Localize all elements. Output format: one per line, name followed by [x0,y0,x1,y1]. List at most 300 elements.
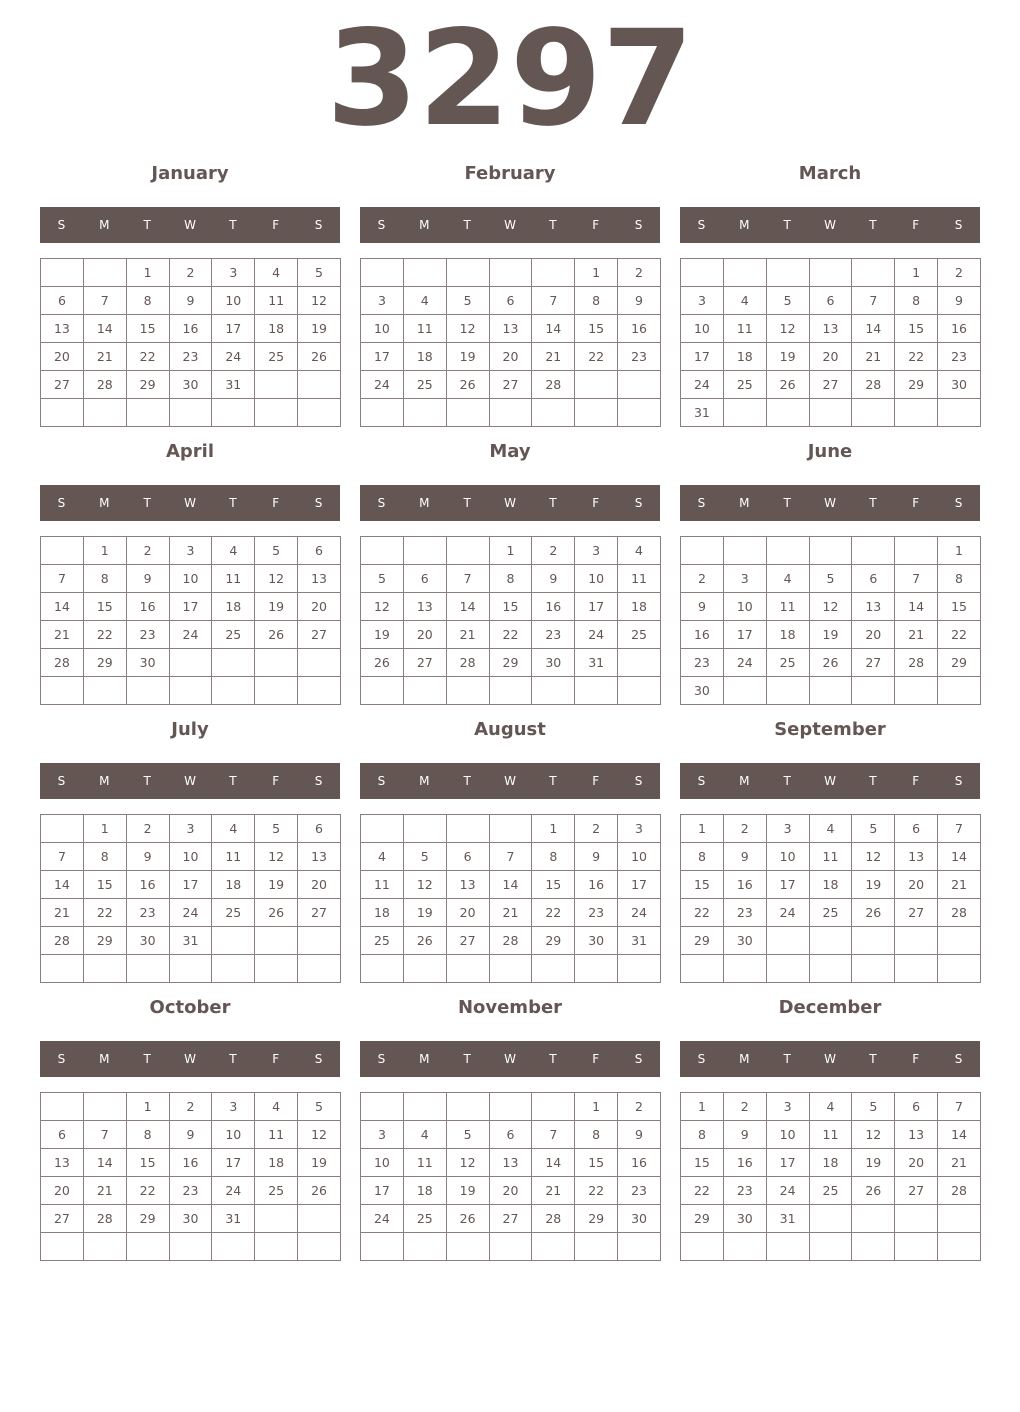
empty-day-cell [83,1233,126,1261]
week-row [41,955,341,983]
day-cell: 17 [575,593,618,621]
day-cell: 2 [618,259,661,287]
empty-day-cell [809,955,852,983]
weekday-label: F [592,496,600,510]
day-cell: 18 [723,343,766,371]
empty-day-cell [766,537,809,565]
weekday-label: T [549,496,557,510]
day-cell: 24 [361,371,404,399]
empty-day-cell [723,399,766,427]
day-cell: 22 [532,899,575,927]
day-cell: 18 [403,1177,446,1205]
empty-day-cell [298,955,341,983]
day-cell: 22 [575,1177,618,1205]
day-cell: 19 [255,871,298,899]
day-cell: 1 [575,259,618,287]
weekday-header [360,1041,660,1077]
weekday-label: M [99,218,110,232]
empty-day-cell [489,399,532,427]
day-cell: 21 [532,1177,575,1205]
day-cell: 25 [618,621,661,649]
empty-day-cell [126,1233,169,1261]
empty-day-cell [41,1233,84,1261]
day-cell: 25 [255,343,298,371]
empty-day-cell [298,399,341,427]
day-cell: 27 [298,621,341,649]
day-cell: 28 [532,371,575,399]
week-row [681,565,981,593]
empty-day-cell [83,399,126,427]
day-cell: 12 [298,287,341,315]
day-cell: 27 [403,649,446,677]
day-cell: 19 [852,1149,895,1177]
day-cell: 27 [298,899,341,927]
weekday-label: T [143,1052,151,1066]
day-cell: 23 [938,343,981,371]
day-cell: 26 [403,927,446,955]
empty-day-cell [403,259,446,287]
day-cell: 8 [83,565,126,593]
weekday-label: S [57,1052,66,1066]
day-cell: 13 [852,593,895,621]
day-cell: 11 [403,1149,446,1177]
day-cell: 20 [298,871,341,899]
day-cell: 6 [895,815,938,843]
empty-day-cell [212,1233,255,1261]
day-cell: 6 [809,287,852,315]
day-cell: 1 [681,1093,724,1121]
day-cell: 27 [895,1177,938,1205]
weekday-label: T [869,496,877,510]
empty-day-cell [809,399,852,427]
day-cell: 10 [212,287,255,315]
weekday-label: T [783,1052,791,1066]
day-cell: 12 [809,593,852,621]
weekday-label: S [314,218,323,232]
day-cell: 14 [532,315,575,343]
day-cell: 16 [169,1149,212,1177]
weekday-label: W [504,1052,516,1066]
day-cell: 25 [809,899,852,927]
day-cell: 8 [938,565,981,593]
day-cell: 27 [489,371,532,399]
empty-day-cell [126,955,169,983]
week-row [681,871,981,899]
day-cell: 2 [723,1093,766,1121]
day-cell: 4 [255,259,298,287]
empty-day-cell [852,399,895,427]
day-cell: 20 [41,343,84,371]
day-cell: 21 [83,343,126,371]
day-cell: 13 [895,1121,938,1149]
day-cell: 14 [852,315,895,343]
day-cell: 12 [255,565,298,593]
weekday-label: S [57,774,66,788]
empty-day-cell [446,537,489,565]
day-cell: 12 [403,871,446,899]
week-row [361,1121,661,1149]
day-cell: 3 [681,287,724,315]
day-cell: 26 [298,343,341,371]
day-cell: 11 [403,315,446,343]
day-cell: 16 [575,871,618,899]
week-row [361,843,661,871]
empty-day-cell [446,955,489,983]
day-cell: 12 [255,843,298,871]
day-cell: 12 [852,843,895,871]
week-row [41,927,341,955]
weekday-label: S [314,1052,323,1066]
empty-day-cell [446,399,489,427]
day-cell: 16 [618,315,661,343]
day-cell: 21 [938,1149,981,1177]
day-cell: 17 [681,343,724,371]
day-cell: 5 [852,815,895,843]
day-cell: 30 [169,371,212,399]
day-cell: 3 [618,815,661,843]
day-cell: 2 [532,537,575,565]
empty-day-cell [403,815,446,843]
empty-day-cell [575,677,618,705]
day-cell: 24 [618,899,661,927]
empty-day-cell [298,1233,341,1261]
weekday-label: T [869,1052,877,1066]
day-cell: 3 [169,537,212,565]
day-cell: 27 [895,899,938,927]
day-cell: 8 [575,1121,618,1149]
empty-day-cell [575,955,618,983]
day-cell: 19 [298,315,341,343]
weekday-label: S [377,496,386,510]
week-row [41,1149,341,1177]
day-cell: 4 [723,287,766,315]
empty-day-cell [532,677,575,705]
day-cell: 2 [681,565,724,593]
empty-day-cell [212,955,255,983]
week-row [361,649,661,677]
month-name: July [171,719,209,740]
week-row [41,565,341,593]
week-row [361,565,661,593]
day-cell: 3 [212,259,255,287]
day-cell: 17 [212,1149,255,1177]
day-cell: 9 [169,1121,212,1149]
empty-day-cell [489,677,532,705]
weekday-label: F [912,1052,920,1066]
day-cell: 10 [575,565,618,593]
week-row [681,593,981,621]
day-cell: 7 [532,287,575,315]
week-row [41,371,341,399]
day-cell: 15 [489,593,532,621]
day-cell: 1 [83,537,126,565]
week-row [681,843,981,871]
day-cell: 6 [852,565,895,593]
day-cell: 8 [575,287,618,315]
weekday-label: W [824,1052,836,1066]
day-cell: 8 [681,843,724,871]
weekday-label: S [314,496,323,510]
empty-day-cell [938,927,981,955]
day-cell: 30 [723,927,766,955]
day-cell: 19 [766,343,809,371]
day-cell: 18 [361,899,404,927]
week-row [41,1093,341,1121]
day-cell: 17 [212,315,255,343]
day-cell: 10 [169,843,212,871]
empty-day-cell [446,1233,489,1261]
weekday-label: S [377,218,386,232]
day-cell: 7 [41,843,84,871]
day-cell: 2 [126,537,169,565]
day-cell: 17 [766,871,809,899]
day-cell: 27 [809,371,852,399]
day-cell: 31 [766,1205,809,1233]
weekday-label: S [634,1052,643,1066]
day-cell: 28 [446,649,489,677]
empty-day-cell [532,955,575,983]
day-cell: 22 [681,899,724,927]
month-name: November [457,997,563,1018]
day-cell: 5 [361,565,404,593]
empty-day-cell [361,1093,404,1121]
day-cell: 21 [852,343,895,371]
weekday-label: M [419,774,430,788]
weekday-label: T [869,218,877,232]
day-cell: 5 [809,565,852,593]
day-cell: 23 [169,343,212,371]
day-cell: 9 [532,565,575,593]
week-row [361,955,661,983]
week-row [361,927,661,955]
day-cell: 15 [126,315,169,343]
day-cell: 1 [489,537,532,565]
day-cell: 30 [126,927,169,955]
day-cell: 11 [766,593,809,621]
day-cell: 18 [618,593,661,621]
weekday-label: T [229,496,237,510]
empty-day-cell [895,1205,938,1233]
empty-day-cell [895,927,938,955]
weekday-label: T [463,1052,471,1066]
empty-day-cell [489,955,532,983]
day-cell: 4 [212,537,255,565]
empty-day-cell [298,927,341,955]
day-cell: 12 [852,1121,895,1149]
day-cell: 26 [852,899,895,927]
week-row [41,1205,341,1233]
day-cell: 12 [766,315,809,343]
weekday-header [40,207,340,243]
day-cell: 10 [361,315,404,343]
day-cell: 11 [809,1121,852,1149]
day-cell: 15 [575,315,618,343]
day-grid [40,258,341,427]
day-cell: 21 [532,343,575,371]
empty-day-cell [41,677,84,705]
week-row [361,1177,661,1205]
empty-day-cell [809,677,852,705]
day-cell: 26 [852,1177,895,1205]
day-cell: 5 [403,843,446,871]
day-cell: 22 [126,343,169,371]
day-grid [360,258,661,427]
week-row [681,371,981,399]
week-row [681,1177,981,1205]
empty-day-cell [723,537,766,565]
day-cell: 28 [83,371,126,399]
day-cell: 15 [681,1149,724,1177]
week-row [681,899,981,927]
day-grid [360,814,661,983]
empty-day-cell [212,927,255,955]
weekday-label: W [184,774,196,788]
empty-day-cell [169,649,212,677]
empty-day-cell [255,955,298,983]
day-cell: 9 [126,843,169,871]
day-cell: 15 [83,593,126,621]
day-cell: 21 [446,621,489,649]
empty-day-cell [489,259,532,287]
day-cell: 31 [618,927,661,955]
day-cell: 29 [575,1205,618,1233]
day-cell: 12 [446,1149,489,1177]
day-cell: 6 [895,1093,938,1121]
week-row [681,399,981,427]
day-cell: 30 [169,1205,212,1233]
day-cell: 18 [255,1149,298,1177]
empty-day-cell [361,677,404,705]
weekday-label: T [783,218,791,232]
day-cell: 28 [83,1205,126,1233]
day-cell: 30 [126,649,169,677]
empty-day-cell [938,677,981,705]
day-cell: 19 [446,343,489,371]
weekday-label: T [143,218,151,232]
day-cell: 2 [618,1093,661,1121]
day-cell: 29 [895,371,938,399]
week-row [681,1121,981,1149]
day-cell: 4 [809,1093,852,1121]
month-name: March [798,163,862,184]
day-cell: 20 [895,1149,938,1177]
empty-day-cell [255,649,298,677]
day-grid [680,1092,981,1261]
day-cell: 4 [809,815,852,843]
empty-day-cell [298,677,341,705]
day-cell: 17 [361,343,404,371]
weekday-label: S [954,496,963,510]
day-cell: 20 [809,343,852,371]
empty-day-cell [766,399,809,427]
day-cell: 27 [41,1205,84,1233]
week-row [41,259,341,287]
day-cell: 7 [489,843,532,871]
empty-day-cell [938,399,981,427]
empty-day-cell [361,399,404,427]
weekday-label: M [419,218,430,232]
empty-day-cell [938,1233,981,1261]
day-cell: 7 [938,815,981,843]
weekday-label: S [697,218,706,232]
empty-day-cell [361,259,404,287]
day-cell: 5 [852,1093,895,1121]
week-row [361,315,661,343]
weekday-label: M [419,496,430,510]
empty-day-cell [41,815,84,843]
weekday-label: T [229,218,237,232]
day-cell: 22 [681,1177,724,1205]
day-cell: 13 [895,843,938,871]
weekday-label: S [954,1052,963,1066]
day-cell: 31 [575,649,618,677]
day-cell: 25 [403,1205,446,1233]
day-cell: 28 [41,927,84,955]
day-cell: 29 [489,649,532,677]
day-cell: 14 [938,1121,981,1149]
day-cell: 13 [298,565,341,593]
empty-day-cell [361,537,404,565]
day-cell: 22 [895,343,938,371]
day-cell: 28 [938,1177,981,1205]
day-cell: 16 [126,871,169,899]
day-cell: 28 [532,1205,575,1233]
month-name: May [489,441,531,462]
week-row [681,1149,981,1177]
weekday-label: M [739,1052,750,1066]
day-cell: 16 [723,871,766,899]
week-row [361,1205,661,1233]
day-cell: 18 [212,871,255,899]
day-cell: 16 [938,315,981,343]
empty-day-cell [169,1233,212,1261]
day-cell: 21 [41,899,84,927]
day-cell: 23 [723,1177,766,1205]
day-cell: 26 [766,371,809,399]
week-row [681,649,981,677]
day-cell: 23 [618,343,661,371]
day-cell: 14 [489,871,532,899]
day-cell: 1 [575,1093,618,1121]
day-cell: 16 [169,315,212,343]
day-cell: 16 [126,593,169,621]
day-cell: 26 [255,899,298,927]
week-row [361,871,661,899]
day-cell: 20 [895,871,938,899]
empty-day-cell [575,371,618,399]
day-cell: 15 [681,871,724,899]
day-cell: 29 [681,1205,724,1233]
day-cell: 7 [41,565,84,593]
day-cell: 30 [618,1205,661,1233]
day-cell: 17 [723,621,766,649]
day-cell: 19 [298,1149,341,1177]
day-cell: 11 [255,1121,298,1149]
day-cell: 28 [938,899,981,927]
weekday-label: F [272,218,280,232]
day-cell: 21 [83,1177,126,1205]
weekday-label: W [184,218,196,232]
weekday-label: W [824,496,836,510]
day-cell: 11 [212,843,255,871]
day-cell: 26 [446,371,489,399]
day-cell: 17 [169,593,212,621]
weekday-label: S [634,496,643,510]
empty-day-cell [895,677,938,705]
day-cell: 13 [446,871,489,899]
weekday-label: M [739,218,750,232]
day-cell: 16 [532,593,575,621]
